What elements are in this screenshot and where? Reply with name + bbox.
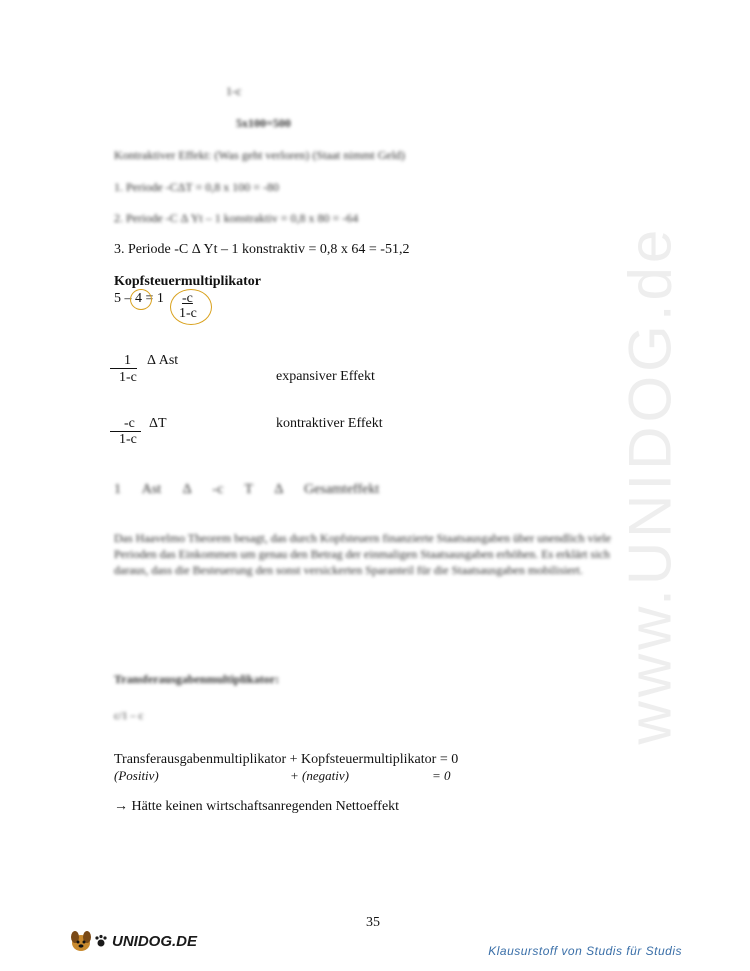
watermark-text: www.UNIDOG.de <box>616 225 684 745</box>
blurred-line-b: 5x100=500 <box>236 116 291 130</box>
expansiv-denominator: 1-c <box>119 370 137 385</box>
kopfsteuer-frac-den: 1-c <box>179 306 197 321</box>
kontraktiv-label: kontraktiver Effekt <box>276 416 383 431</box>
dog-icon <box>68 928 94 954</box>
kontraktiv-after: ΔT <box>149 416 167 431</box>
expansiv-after: Δ Ast <box>147 353 179 368</box>
kontraktiv-denominator: 1-c <box>119 432 137 447</box>
kopfsteuer-equation: 5 – 4 = 1 <box>114 291 164 306</box>
kopfsteuer-heading: Kopfsteuermultiplikator <box>114 274 261 289</box>
blurred-periode-1: 1. Periode -CΔT = 0,8 x 100 = -80 <box>114 180 280 194</box>
footer-tagline: Klausurstoff von Studis für Studis <box>488 944 682 958</box>
blurred-gesamteffekt-row: 1 Ast Δ -c T Δ Gesamteffekt <box>114 482 380 497</box>
blurred-transfer-fraction: c/1 – c <box>114 710 144 722</box>
summe-negativ: + (negativ) <box>290 768 349 783</box>
highlight-circle-small <box>130 289 152 310</box>
summe-zero: = 0 <box>432 768 451 783</box>
unidog-logo <box>68 928 197 954</box>
blurred-line-a: 1-c <box>226 84 242 98</box>
periode-3-line: 3. Periode -C Δ Yt – 1 konstraktiv = 0,8 x 64 = -51,2 <box>114 242 410 257</box>
summe-positiv: (Positiv) <box>114 768 159 783</box>
summe-line: Transferausgabenmultiplikator + Kopfsteuermultiplikator = 0 <box>114 752 459 767</box>
blurred-periode-2: 2. Periode -C Δ Yt – 1 konstraktiv = 0,8 x 80 = -64 <box>114 211 359 225</box>
blurred-haavelmo-paragraph: Das Haavelmo Theorem besagt, das durch Kopfsteuern finanzierte Staatsausgaben über unendlich viele Perioden das Einkommen um genau den Betrag der einmaligen Staatsausgaben erhöhen. Es erklärt sich daraus, dass die Besteuerung den sonst versickerten Sparanteil für die Staatsausgaben mobilisiert. <box>114 531 611 577</box>
page-number: 35 <box>366 915 380 930</box>
logo-text: UNIDOG.DE <box>112 932 198 950</box>
kontraktiv-numerator: -c <box>110 416 141 432</box>
highlight-circle-fraction <box>170 289 212 325</box>
expansiv-label: expansiver Effekt <box>276 369 375 384</box>
blurred-transfer-heading: Transferausgabenmultiplikator: <box>114 672 280 686</box>
expansiv-numerator: 1 <box>110 353 137 369</box>
paw-icon <box>94 934 108 948</box>
kopfsteuer-frac-num: -c <box>182 291 193 306</box>
blurred-heading-kontraktiv: Kontraktiver Effekt: (Was geht verloren) (Staat nimmt Geld) <box>114 148 406 162</box>
fazit-line: → Hätte keinen wirtschaftsanregenden Nettoeffekt <box>114 799 400 814</box>
